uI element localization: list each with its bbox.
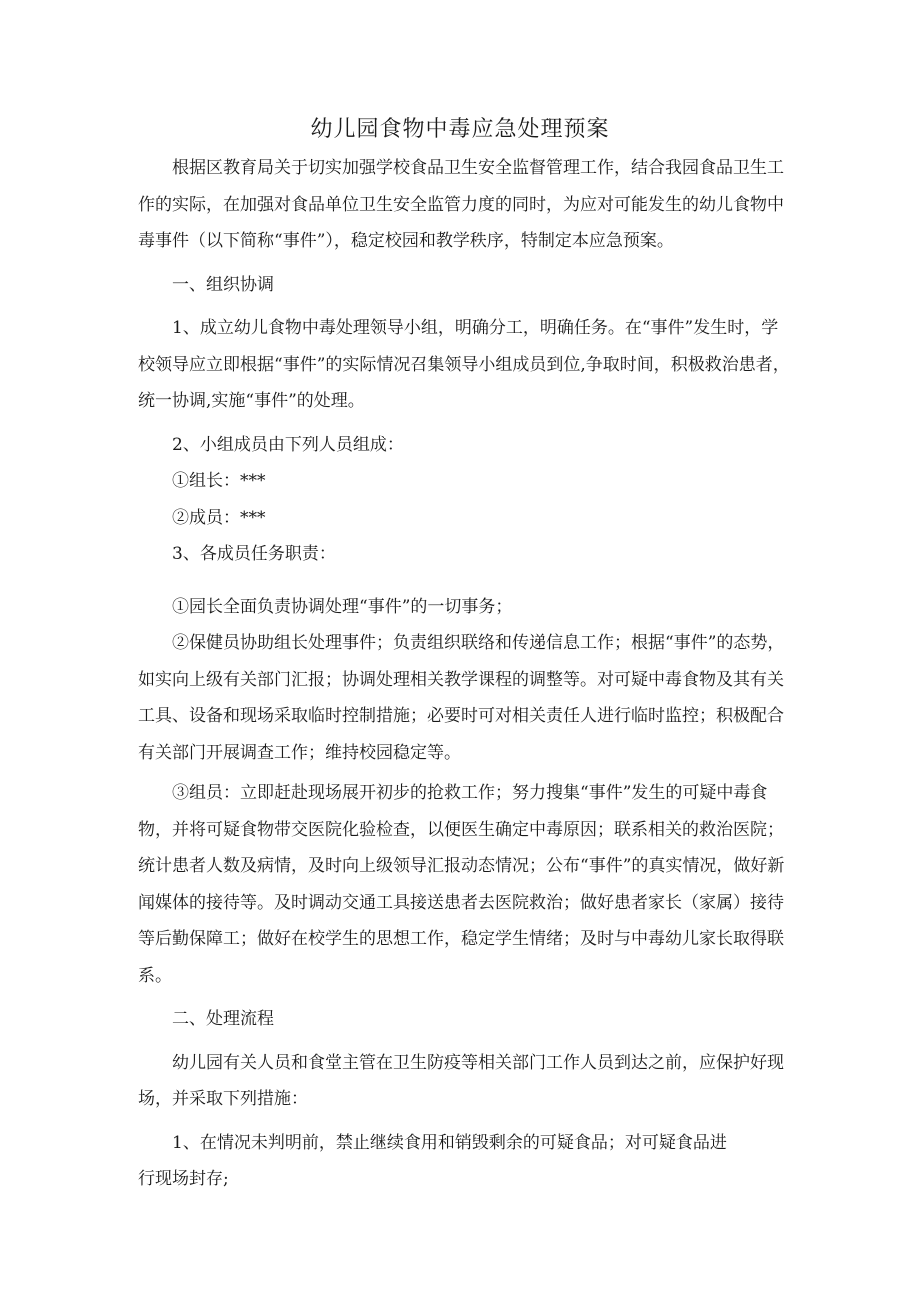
duty-2-paragraph: ②保健员协助组长处理事件；负责组织联络和传递信息工作；根据“事件”的态势，如实向上级有关部门汇报；协调处理相关教学课程的调整等。对可疑中毒食物及其有关工具、设备和现场采取临时控制措施；必要时可对相关责任人进行临时监控；积极配合有关部门开展调查工作；维持校园稳定等。 bbox=[138, 633, 785, 763]
item-1-paragraph: 1、成立幼儿食物中毒处理领导小组，明确分工，明确任务。在“事件”发生时，学校领导应立即根据“事件”的实际情况召集领导小组成员到位,争取时间，积极救治患者，统一协调,实施“事件”的处理。 bbox=[138, 318, 790, 411]
duty-1-paragraph: ①园长全面负责协调处理“事件”的一切事务； bbox=[172, 596, 513, 617]
procedure-step-1-continuation: 行现场封存; bbox=[138, 1169, 229, 1189]
item-2-paragraph: 2、小组成员由下列人员组成： bbox=[172, 434, 404, 455]
item-3-paragraph: 3、各成员任务职责： bbox=[172, 544, 336, 564]
document-title: 幼儿园食物中毒应急处理预案 bbox=[310, 117, 610, 142]
procedure-intro-paragraph: 幼儿园有关人员和食堂主管在卫生防疫等相关部门工作人员到达之前，应保护好现场，并采取下列措施： bbox=[138, 1052, 784, 1109]
document-body bbox=[138, 150, 790, 1198]
section-heading-procedure: 二、处理流程 bbox=[172, 1009, 274, 1029]
members-line: ②成员：*** bbox=[172, 507, 266, 528]
intro-paragraph: 根据区教育局关于切实加强学校食品卫生安全监督管理工作，结合我园食品卫生工作的实际，在加强对食品单位卫生安全监管力度的同时，为应对可能发生的幼儿食物中毒事件（以下简称“事件”），稳定校园和教学秩序，特制定本应急预案。 bbox=[138, 158, 784, 251]
leader-line: ①组长：*** bbox=[172, 471, 266, 491]
procedure-step-1-line: 1、在情况未判明前，禁止继续食用和销毁剩余的可疑食品；对可疑食品进 bbox=[172, 1132, 727, 1153]
duty-3-paragraph: ③组员：立即赶赴现场展开初步的抢救工作；努力搜集“事件”发生的可疑中毒食物，并将可疑食物带交医院化验检查，以便医生确定中毒原因；联系相关的救治医院；统计患者人数及病情，及时向上级领导汇报动态情况；公布“事件”的真实情况，做好新闻媒体的接待等。及时调动交通工具接送患者去医院救治；做好患者家长（家属）接待等后勤保障工；做好在校学生的思想工作，稳定学生情绪；及时与中毒幼儿家长取得联系。 bbox=[138, 783, 785, 986]
section-heading-organization: 一、组织协调 bbox=[172, 274, 274, 295]
